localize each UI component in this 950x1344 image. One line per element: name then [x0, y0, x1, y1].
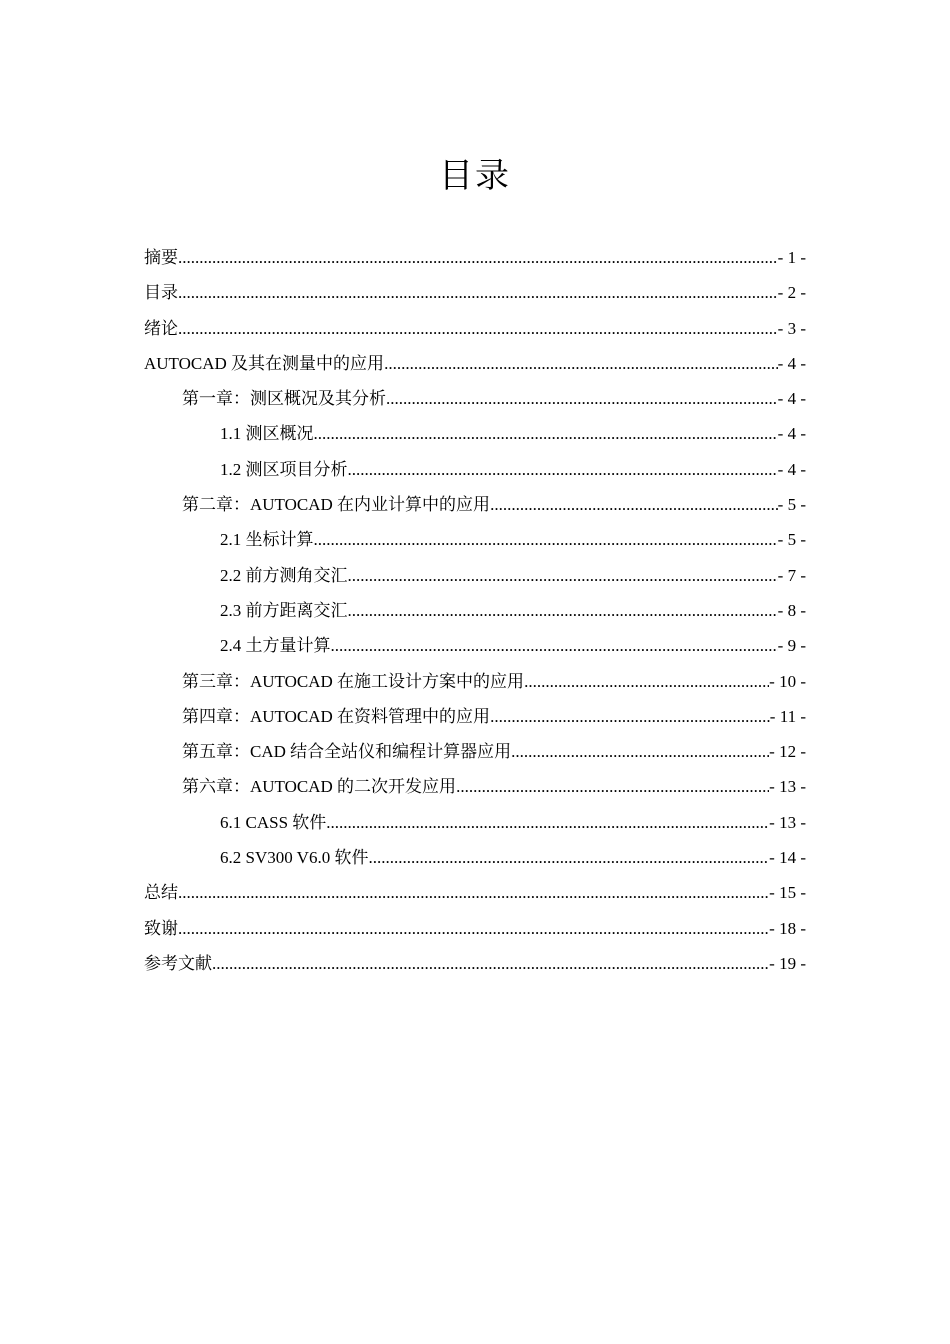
toc-entry-text: 第五章：CAD 结合全站仪和编程计算器应用 [182, 742, 512, 762]
toc-leader-dots [212, 946, 769, 981]
toc-entry-page: - 4 - [777, 424, 806, 444]
toc-entry-page: - 19 - [769, 953, 806, 973]
toc-leader-dots [348, 558, 778, 593]
toc-entry-text: 2.2 前方测角交汇 [220, 565, 348, 585]
toc-entry-page: - 2 - [777, 283, 806, 303]
toc-entry-page: - 3 - [777, 318, 806, 338]
toc-list [144, 240, 806, 981]
page-title: 目录 [439, 156, 511, 196]
toc-entry-chapter-6[interactable] [144, 769, 806, 804]
toc-entry-text: 第六章：AUTOCAD 的二次开发应用 [182, 777, 457, 797]
toc-leader-dots [178, 240, 778, 275]
toc-entry-page: - 7 - [777, 565, 806, 585]
toc-entry-chapter-3[interactable] [144, 664, 806, 699]
toc-leader-dots [326, 805, 769, 840]
toc-entry-text: 致谢 [144, 918, 178, 938]
toc-leader-dots [511, 734, 769, 769]
toc-entry-text: 第一章：测区概况及其分析 [182, 389, 386, 409]
toc-entry-section-6-1[interactable] [144, 805, 806, 840]
toc-leader-dots [348, 452, 778, 487]
toc-entry-text: 总结 [144, 883, 178, 903]
toc-entry-text: AUTOCAD 及其在测量中的应用 [144, 353, 385, 373]
toc-leader-dots [178, 911, 769, 946]
toc-entry-text: 第三章：AUTOCAD 在施工设计方案中的应用 [182, 671, 525, 691]
toc-entry-chapter-1[interactable] [144, 381, 806, 416]
toc-leader-dots [348, 593, 778, 628]
toc-entry-text: 1.1 测区概况 [220, 424, 314, 444]
toc-leader-dots [490, 487, 778, 522]
toc-entry-text: 目录 [144, 283, 178, 303]
toc-entry-text: 绪论 [144, 318, 178, 338]
toc-entry-text: 摘要 [144, 248, 178, 267]
toc-entry-page: - 9 - [777, 636, 806, 656]
toc-entry-page: - 5 - [777, 530, 806, 550]
toc-entry-text: 6.2 SV300 V6.0 软件 [220, 848, 369, 868]
toc-leader-dots [456, 769, 769, 804]
toc-entry-section-2-3[interactable] [144, 593, 806, 628]
toc-leader-dots [368, 840, 769, 875]
toc-entry-page: - 18 - [769, 918, 806, 938]
toc-entry-chapter-4[interactable] [144, 699, 806, 734]
toc-entry-text: 第二章：AUTOCAD 在内业计算中的应用 [182, 495, 491, 515]
toc-leader-dots [331, 628, 778, 663]
toc-entry-contents[interactable] [144, 275, 806, 310]
toc-entry-acknowledgements[interactable] [144, 911, 806, 946]
toc-entry-autocad-survey[interactable] [144, 346, 806, 381]
toc-entry-page: - 14 - [769, 848, 806, 868]
toc-entry-text: 6.1 CASS 软件 [220, 812, 327, 832]
toc-entry-page: - 1 - [777, 248, 806, 267]
toc-entry-text: 2.3 前方距离交汇 [220, 600, 348, 620]
toc-entry-text: 2.1 坐标计算 [220, 530, 314, 550]
toc-entry-section-2-4[interactable] [144, 628, 806, 663]
toc-entry-page: - 15 - [769, 883, 806, 903]
toc-entry-chapter-5[interactable] [144, 734, 806, 769]
toc-leader-dots [314, 522, 778, 557]
toc-leader-dots [490, 699, 770, 734]
toc-entry-page: - 12 - [769, 742, 806, 762]
toc-entry-page: - 4 - [777, 459, 806, 479]
toc-leader-dots [314, 416, 778, 451]
toc-entry-page: - 10 - [769, 671, 806, 691]
toc-entry-page: - 13 - [769, 777, 806, 797]
toc-entry-chapter-2[interactable] [144, 487, 806, 522]
toc-entry-page: - 4 - [777, 353, 806, 373]
toc-leader-dots [178, 311, 778, 346]
toc-entry-introduction[interactable] [144, 311, 806, 346]
toc-entry-page: - 11 - [769, 706, 806, 726]
toc-entry-text: 1.2 测区项目分析 [220, 459, 348, 479]
toc-leader-dots [386, 381, 778, 416]
toc-leader-dots [178, 275, 778, 310]
toc-entry-section-1-2[interactable] [144, 452, 806, 487]
toc-entry-page: - 13 - [769, 812, 806, 832]
toc-entry-page: - 8 - [777, 600, 806, 620]
toc-leader-dots [178, 875, 769, 910]
toc-entry-summary[interactable] [144, 875, 806, 910]
toc-entry-section-6-2[interactable] [144, 840, 806, 875]
toc-entry-text: 第四章：AUTOCAD 在资料管理中的应用 [182, 706, 491, 726]
toc-entry-text: 2.4 土方量计算 [220, 636, 331, 656]
toc-entry-section-2-1[interactable] [144, 522, 806, 557]
toc-leader-dots [384, 346, 778, 381]
toc-entry-text: 参考文献 [144, 953, 212, 973]
toc-leader-dots [524, 664, 769, 699]
toc-entry-abstract[interactable] [144, 240, 806, 275]
toc-entry-references[interactable] [144, 946, 806, 981]
toc-entry-section-2-2[interactable] [144, 558, 806, 593]
toc-entry-section-1-1[interactable] [144, 416, 806, 451]
toc-entry-page: - 5 - [777, 495, 806, 515]
toc-entry-page: - 4 - [777, 389, 806, 409]
